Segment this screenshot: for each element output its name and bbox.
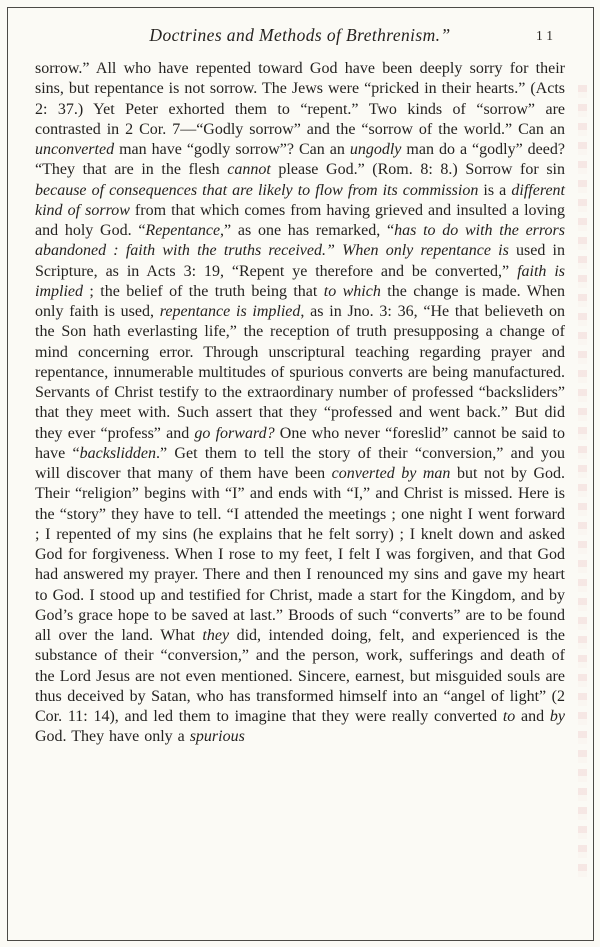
page-number: 11 [536, 28, 557, 43]
running-header [35, 25, 565, 49]
body-paragraph: sorrow.” All who have repented toward God have been deeply sorry for their sins, but repentance is not sorrow. The Jews were “pricked in their hearts.” (Acts 2: 37.) Yet Peter exhorted them to “repent.” Two kinds of “sorrow” are contrasted in 2 Cor. 7—“Godly sorrow” and the “sorrow of the world.” Can an unconverted man have “godly sorrow”? Can an ungodly man do a “godly” deed? “They that are in the flesh cannot please God.” (Rom. 8: 8.) Sorrow for sin because of consequences that are likely to flow from its commission is a different kind of sorrow from that which comes from having grieved and insulted a loving and holy God. “Repentance,” as one has remarked, “has to do with the errors abandoned : faith with the truths received.” When only repentance is used in Scripture, as in Acts 3: 19, “Repent ye therefore and be converted,” faith is implied ; the belief of the truth being that to which the change is made. When only faith is used, repentance is implied, as in Jno. 3: 36, “He that believeth on the Son hath everlasting life,” the reception of truth presupposing a change of mind concerning error. Through unscriptural teaching regarding prayer and repentance, innumerable multitudes of spurious converts are being manufactured. Servants of Christ testify to the extraordinary number of professed “backsliders” that they meet with. Such assert that they “professed and went back.” But did they ever “profess” and go forward? One who never “foreslid” cannot be said to have “backslidden.” Get them to tell the story of their “conversion,” and you will discover that many of them have been converted by man but not by God. Their “religion” begins with “I” and ends with “I,” and Christ is missed. Here is the “story” they have to tell. “I attended the meetings ; one night I went forward ; I repented of my sins (he explains that he felt sorry) ; I knelt down and asked God for forgiveness. When I rose to my feet, I felt I was forgiven, and that God had answered my prayer. There and then I renounced my sins and gave my heart to God. I stood up and testified for Christ, made a start for the Kingdom, and by God’s grace hope to be saved at last.” Broods of such “converts” are to be found all over the land. What they did, intended doing, felt, and experienced is the substance of their “conversion,” and the person, work, sufferings and death of the Lord Jesus are not even mentioned. Sincere, earnest, but misguided souls are thus deceived by Satan, who has transformed himself into an “angel of light” (2 Cor. 11: 14), and led them to imagine that they were really converted to and by God. They have only a spurious [35, 60, 566, 746]
header-title: Doctrines and Methods of Brethrenism.” [149, 25, 451, 45]
scan-watermark [578, 85, 587, 880]
